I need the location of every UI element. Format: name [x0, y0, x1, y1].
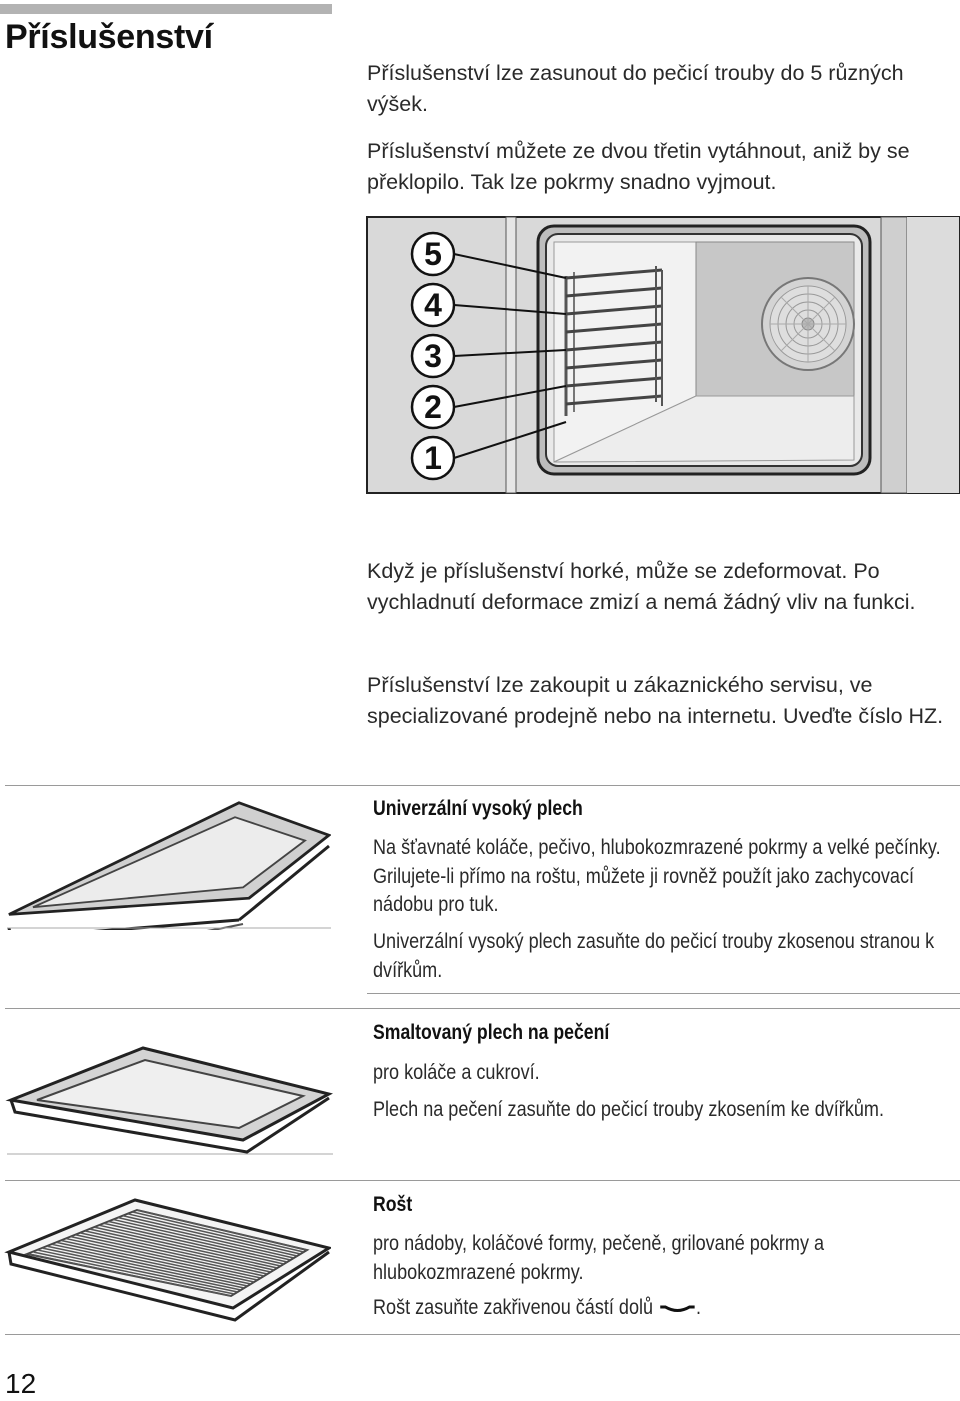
level-markers — [366, 216, 666, 516]
universal-pan-image — [3, 800, 331, 930]
level-leader-line — [454, 422, 566, 458]
accessory-2-title: Smaltovaný plech na pečení — [373, 1021, 610, 1044]
level-leader-line — [454, 254, 566, 278]
accessory-3-text-1: pro nádoby, koláčové formy, pečeně, grilované pokrmy a hlubokozmrazené pokrmy. — [373, 1232, 825, 1284]
page-number: 12 — [5, 1368, 37, 1399]
divider — [5, 1180, 960, 1181]
page-title: Příslušenství — [5, 18, 213, 56]
accessory-3-text-2 — [373, 1294, 958, 1323]
divider — [5, 1008, 960, 1009]
accessory-1-title: Univerzální vysoký plech — [373, 797, 583, 820]
accessory-1-text-2: Univerzální vysoký plech zasuňte do pečicí trouby zkosenou stranou k dvířkům. — [373, 930, 935, 982]
intro-paragraph-1: Příslušenství lze zasunout do pečicí trouby do 5 různých výšek. — [367, 61, 904, 116]
level-number: 4 — [424, 287, 442, 323]
level-leader-line — [454, 350, 566, 356]
level-leader-line — [454, 386, 566, 407]
accessory-2-text-1: pro koláče a cukroví. — [373, 1061, 540, 1084]
header-bar — [0, 4, 332, 14]
wire-rack-image — [3, 1192, 331, 1322]
accessory-1-text-1: Na šťavnaté koláče, pečivo, hlubokozmrazené pokrmy a velké pečínky. Grilujete-li přímo na roštu, můžete ji rovněž použít jako zachycovací nádobu pro tuk. — [373, 836, 941, 916]
curved-side-down-icon — [658, 1301, 696, 1315]
accessory-3-text-2-part: Rošt zasuňte zakřivenou částí dolů — [373, 1296, 654, 1319]
accessory-3-text-2-end: . — [695, 1296, 701, 1319]
level-number: 5 — [424, 236, 442, 272]
accessory-3-title: Rošt — [373, 1193, 413, 1216]
baking-tray-image — [3, 1028, 333, 1156]
note-paragraph-1: Když je příslušenství horké, může se zdeformovat. Po vychladnutí deformace zmizí a nemá žádný vliv na funkci. — [367, 559, 916, 614]
level-number: 3 — [424, 338, 442, 374]
accessory-2-text-2: Plech na pečení zasuňte do pečicí trouby zkosením ke dvířkům. — [373, 1098, 884, 1121]
note-paragraph-2: Příslušenství lze zakoupit u zákaznického servisu, ve specializované prodejně nebo na internetu. Uveďte číslo HZ. — [367, 673, 944, 728]
level-number: 1 — [424, 440, 442, 476]
divider — [367, 993, 960, 994]
level-leader-line — [454, 305, 566, 314]
divider — [5, 1334, 960, 1335]
divider — [5, 785, 960, 786]
level-number: 2 — [424, 389, 442, 425]
intro-paragraph-2: Příslušenství můžete ze dvou třetin vytáhnout, aniž by se překlopilo. Tak lze pokrmy snadno vyjmout. — [367, 139, 910, 194]
